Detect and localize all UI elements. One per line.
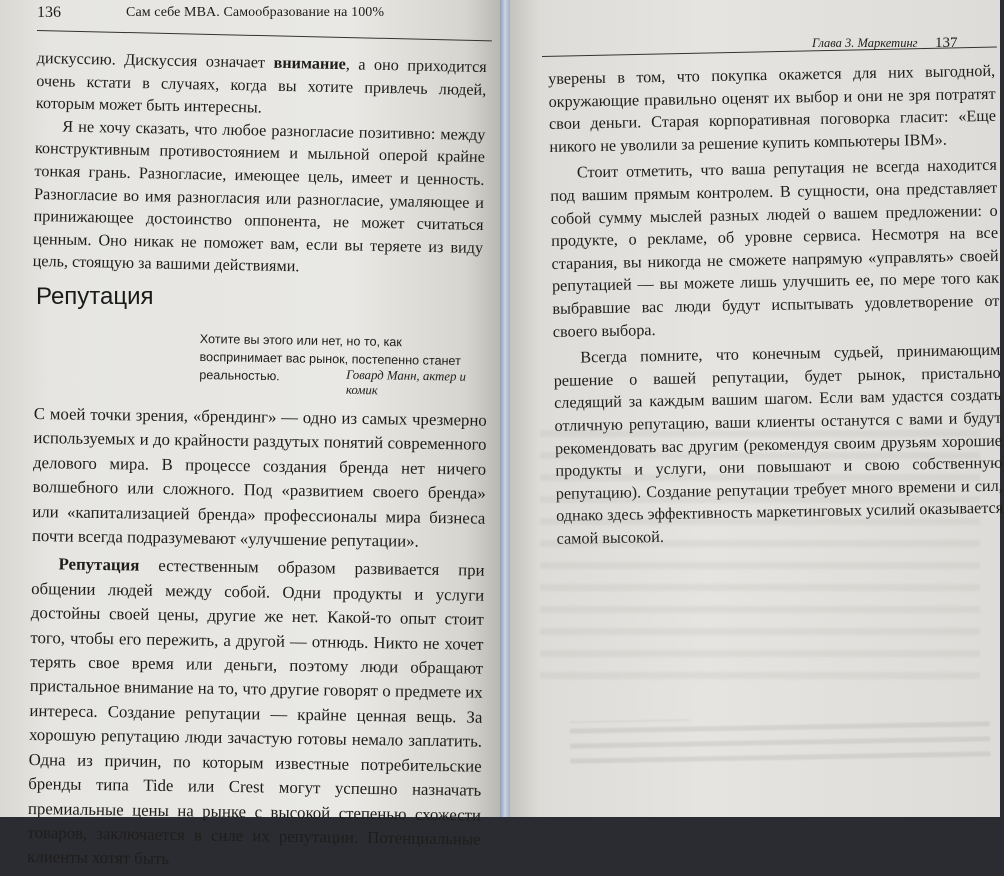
left-p1-end: , а оно приходится очень кстати в случаях, когда вы хотите привлечь людей, которым может быть интересны. <box>35 55 487 117</box>
right-paragraph-2: Стоит отметить, что ваша репутация не всегда находится под вашим прямым контролем. В сущности, она представляет собой сумму мыслей разных людей о вашем предложении: о продукте, о рекламе, об уровне сервиса. Несмотря на все старания, вы никогда не сможете напрямую «управлять» своей репутацией — вы можете лишь улучшить ее, по мере того как выбравшие вас люди будут испытывать удовлетворение от своего выбора. <box>550 156 1000 341</box>
right-header-rule <box>542 46 997 57</box>
left-paragraph-1 <box>36 47 487 124</box>
left-header-rule <box>37 30 492 41</box>
left-p4-bold: Репутация <box>58 554 140 576</box>
right-paragraph-3: Всегда помните, что конечным судьей, принимающим решение о вашей репутации, будет рынок, пристально следящий за каждым вашим шагом. Если вам удастся создать отличную репутацию, ваши клиенты останутся с вами и будут рекомендовать вас другим (рекомендуя своим друзьям хорошие продукты и услуги, они повышают и свою собственную репутацию). Создание репутации требует много времени и сил, однако здесь эффективность маркетинговых усилий оказывается самой высокой. <box>553 340 1004 548</box>
left-paragraph-3: С моей точки зрения, «брендинг» — одно из самых чрезмерно используемых и до крайности раздутых понятий современного делового мира. В процессе создания бренда нет ничего волшебного или сложного. Под «развитием своего бренда» или «капитализацией бренда» профессионалы мира бизнеса почти всегда подразумевают «улучшение репутации». <box>31 403 487 551</box>
left-paragraph-4 <box>27 552 485 876</box>
epigraph-quote: Хотите вы этого или нет, но то, как воспринимает вас рынок, постепенно станет реальностью. <box>199 331 461 384</box>
right-chapter-title: Глава 3. Маркетинг <box>812 36 918 50</box>
right-page <box>510 0 1004 817</box>
left-page <box>0 0 500 869</box>
book-gutter <box>500 0 510 817</box>
left-p4-text: естественным образом развивается при общении людей между собой. Одни продукты и услуги достойны своей цены, другие же нет. Какой-то опыт стоит того, чтобы его пережить, а другой — отнюдь. Никто не хочет терять свое время или деньги, поэтому люди обращают пристальное внимание на то, что другие говорят о предмете их интереса. Создание репутации — крайне ценная вещь. За хорошую репутацию люди зачастую готовы немало заплатить. Одна из причин, по которым известные потребительские бренды типа Tide или Crest могут успешно назначать премиальные цены на рынке с высокой степенью схожести товаров, заключается в силе их репутации. Потенциальные клиенты хотят быть <box>27 556 485 869</box>
left-bottom-text <box>27 402 487 876</box>
show-through-shading <box>540 430 980 680</box>
right-page-number: 137 <box>935 35 958 51</box>
footnote-shading <box>570 721 991 768</box>
left-running-title: Сам себе MBA. Самообразование на 100% <box>126 5 385 20</box>
left-p1-start: дискуссию. Дискуссия означает <box>36 48 274 72</box>
footnote-rule <box>570 720 690 723</box>
section-heading: Репутация <box>36 283 154 310</box>
left-p1-bold: внимание <box>273 53 346 74</box>
left-top-text <box>32 47 486 282</box>
epigraph-author: Говард Манн, актер и комик <box>345 367 467 398</box>
show-through-footnote <box>570 714 991 768</box>
right-paragraph-1: уверены в том, что покупка окажется для них выгодной, окружающие правильно оценят их выбор и они не зря потратят свои деньги. Старая корпоративная поговорка гласит: «Еще никого не уволили за решение купить компьютеры IBM». <box>548 61 997 156</box>
left-paragraph-2: Я не хочу сказать, что любое разногласие позитивно: между конструктивным противостоянием и мыльной оперой крайне тонкая грань. Разногласие, имеющее цель, имеет и ценность. Разногласие во имя разногласия или разногласие, умаляющее и принижающее достоинство оппонента, не может считаться ценным. Оно никак не поможет вам, если вы теряете из виду цель, стоящую за вашими действиями. <box>32 117 486 276</box>
left-page-number: 136 <box>37 4 61 21</box>
